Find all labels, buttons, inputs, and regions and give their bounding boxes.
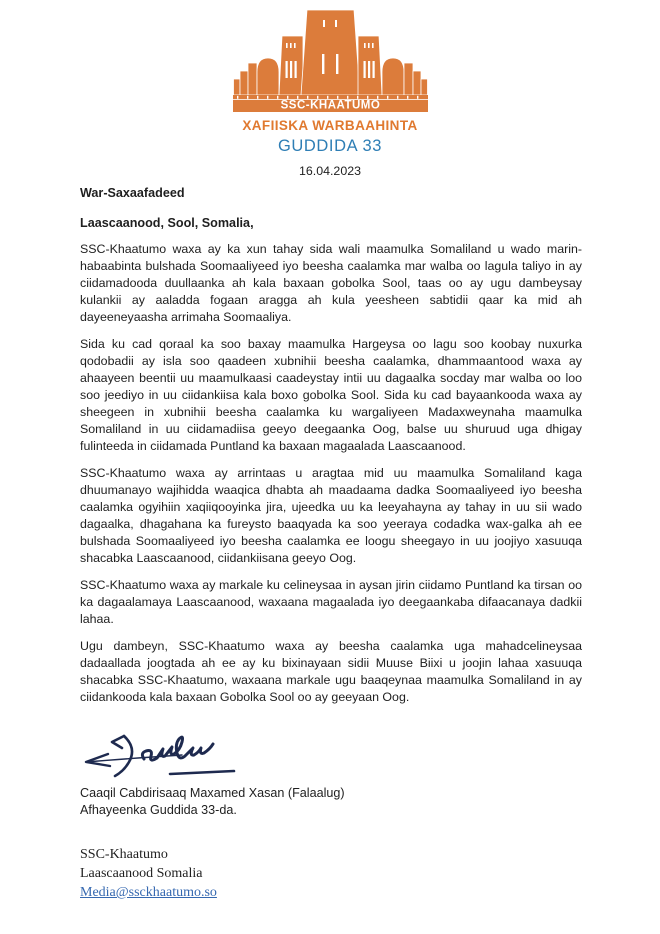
body-paragraph: SSC-Khaatumo waxa ay markale ku celineysaa in aysan jirin ciidamo Puntland ka tirsan oo ka dagaalamaya Laascaanood, waxaana magaalada iyo deegaankaba difaacanaya dadkii lahaa. xyxy=(80,578,582,626)
body-paragraph: Ugu dambeyn, SSC-Khaatumo waxa ay beesha caalamka uga mahadcelineysaa dadaallada joogtada ah ee ay ku bixinayaan sidii Muuse Biixi u joojin lahaa xasuuqa shacabka SSC-Khaatumo, waxaana markale ugu baaqeynaa maamulka Somaliland in ay ciidankooda kala baxaan Gobolka Sool oo ay geeyaan Oog. xyxy=(80,639,582,704)
signer-title: Afhayeenka Guddida 33-da. xyxy=(80,803,237,817)
body-paragraph: SSC-Khaatumo waxa ay arrintaas u aragtaa mid uu maamulka Somaliland kaga dhuumanayo wajihidda waaqica dhabta ah maadaama dadka Soomaaliyeed iyo beesha caalamka ogyihiin xaqiiqooyinka jira, ujeedka uu ka leeyahayna ay tahay in uu sii wado dagaalka, dhagahana ka fureysto baaqyada ka soo yeeraya codadka wax-galka ah ee bulshada Soomaaliyeed iyo beesha caalamka ee loogu sheegayo in uu joojiyo xasuuqa shacabka Laascaanood, ciidankiisana geeyo Oog. xyxy=(80,466,582,565)
ssc-khaatumo-fortress-logo-icon xyxy=(233,8,428,112)
logo-band xyxy=(233,95,428,112)
body-paragraph: SSC-Khaatumo waxa ay ka xun tahay sida wali maamulka Somaliland u wado marin-habaabinta bulshada Soomaaliyeed iyo beesha caalamka mar walba oo lagula taliyo in ay ciidamadooda duullaanka ah kala baxaan gobolka Sool, taas oo ay ugu dambeysay kulankii ay aaladda fogaan aragga ah kula yeesheen sabtidii qaar ka mid ah dayeeneyaasha arrimaha Soomaaliya. xyxy=(80,242,582,324)
committee-line: GUDDIDA 33 xyxy=(277,137,383,155)
media-office-line: XAFIISKA WARBAAHINTA xyxy=(242,118,418,133)
date: 16.04.2023 xyxy=(298,164,361,178)
signer-name: Caaqil Cabdirisaaq Maxamed Xasan (Falaalug) xyxy=(80,786,345,800)
footer-location: Laascaanood Somalia xyxy=(80,866,203,881)
masthead xyxy=(0,0,660,178)
letter-body xyxy=(0,185,660,902)
location-line: Laascaanood, Sool, Somalia, xyxy=(80,216,254,230)
footer-block xyxy=(80,845,582,902)
signature-block xyxy=(80,726,582,819)
handwritten-signature-icon xyxy=(82,726,257,781)
email-link[interactable]: Media@ssckhaatumo.so xyxy=(80,885,217,900)
logo-band-title: SSC-KHAATUMO xyxy=(280,99,380,112)
footer-org: SSC-Khaatumo xyxy=(80,847,168,862)
body-paragraph: Sida ku cad qoraal ka soo baxay maamulka Hargeysa oo lagu soo koobay nuxurka qodobadii ay isla soo qaadeen xubnihii beesha caalamka, dhammaantood waxa ay ahaayeen beentii uu maamulkaasi caadeystay intii uu dagaalka socday mar walba oo loo soo jeediyo in uu ciidankiisa kala boxo gobolka Sool. Sida ku cad bayaankooda waxa ay sheegeen in xubnihii beesha caalamka ku wargaliyeen Madaxweynaha maamulka Somaliland in uu ciidamadiisa geeyo deegaanka Oog, balse uu shuruud uga dhigay fulinteeda in ciidamada Puntland ka baxaan magaalada Laascaanood. xyxy=(80,337,582,453)
press-release-label: War-Saxaafadeed xyxy=(80,186,185,200)
